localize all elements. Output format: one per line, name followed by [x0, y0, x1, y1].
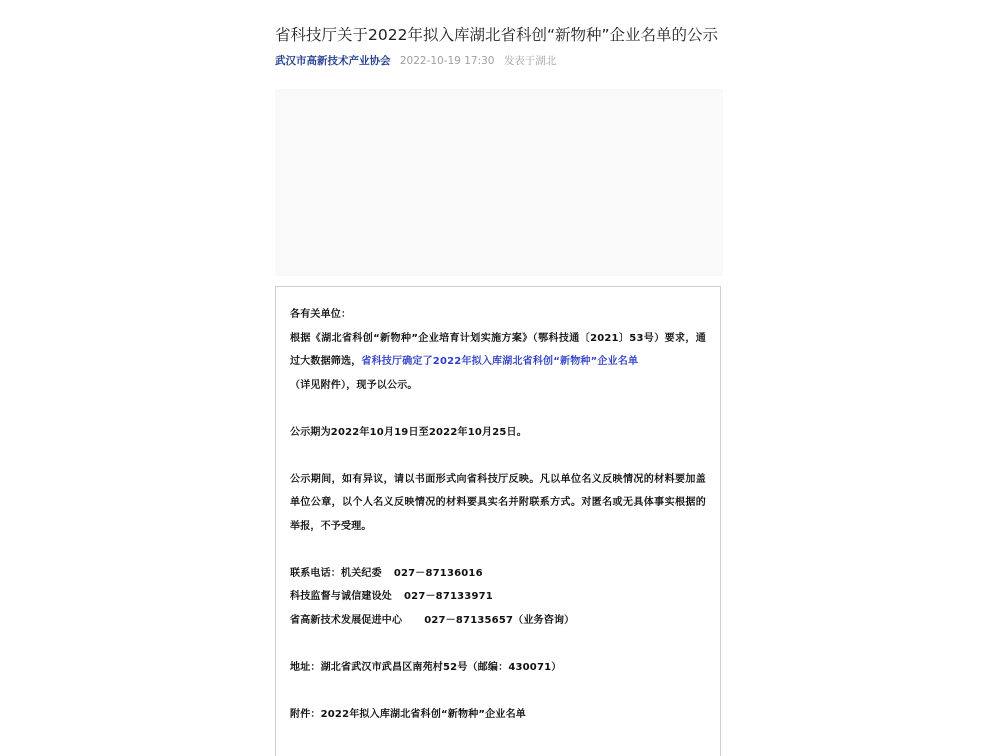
contact-line	[290, 562, 706, 586]
paragraph-basis	[290, 327, 706, 398]
spacer	[290, 538, 706, 562]
spacer	[290, 679, 706, 703]
address-line: 地址：湖北省武汉市武昌区南苑村52号（邮编：430071）	[290, 661, 562, 673]
contact-phone: 027－87133971	[404, 591, 493, 602]
contact-label: 科技监督与诚信建设处	[290, 591, 392, 602]
article-image	[275, 89, 723, 276]
attachment-line[interactable]: 附件：2022年拟入库湖北省科创“新物种”企业名单	[290, 708, 526, 720]
contact-line	[290, 609, 706, 633]
contact-line	[290, 585, 706, 609]
contact-phone: 027－87135657（业务咨询）	[424, 614, 575, 626]
highlight-link[interactable]: 省科技厅确定了2022年拟入库湖北省科创“新物种”企业名单	[361, 356, 639, 367]
contact-label: 省高新技术发展促进中心	[290, 614, 403, 626]
notice-box	[275, 286, 721, 756]
greeting: 各有关单位：	[290, 309, 352, 320]
publicity-period: 公示期为2022年10月19日至2022年10月25日。	[290, 426, 527, 438]
author-link[interactable]: 武汉市高新技术产业协会	[275, 55, 391, 67]
spacer	[290, 444, 706, 468]
objection-paragraph: 公示期间，如有异议，请以书面形式向省科技厅反映。凡以单位名义反映情况的材料要加盖单位公章，以个人名义反映情况的材料要具实名并附联系方式。对匿名或无具体事实根据的举报，不予受理。	[290, 473, 706, 532]
contact-label: 联系电话：机关纪委	[290, 567, 382, 579]
spacer	[290, 397, 706, 421]
paragraph-basis-text: 根据《湖北省科创“新物种”企业培育计划实施方案》（鄂科技通〔2021〕53号）要求，通过大数据筛选，	[290, 332, 706, 367]
article-meta	[275, 54, 556, 68]
article-title: 省科技厅关于2022年拟入库湖北省科创“新物种”企业名单的公示	[275, 26, 719, 44]
publish-time: 2022-10-19 17:30	[399, 55, 495, 67]
publish-location: 发表于湖北	[503, 55, 557, 67]
paragraph-basis-tail: （详见附件），现予以公示。	[290, 379, 418, 391]
spacer	[290, 632, 706, 656]
contact-phone: 027－87136016	[393, 567, 483, 579]
